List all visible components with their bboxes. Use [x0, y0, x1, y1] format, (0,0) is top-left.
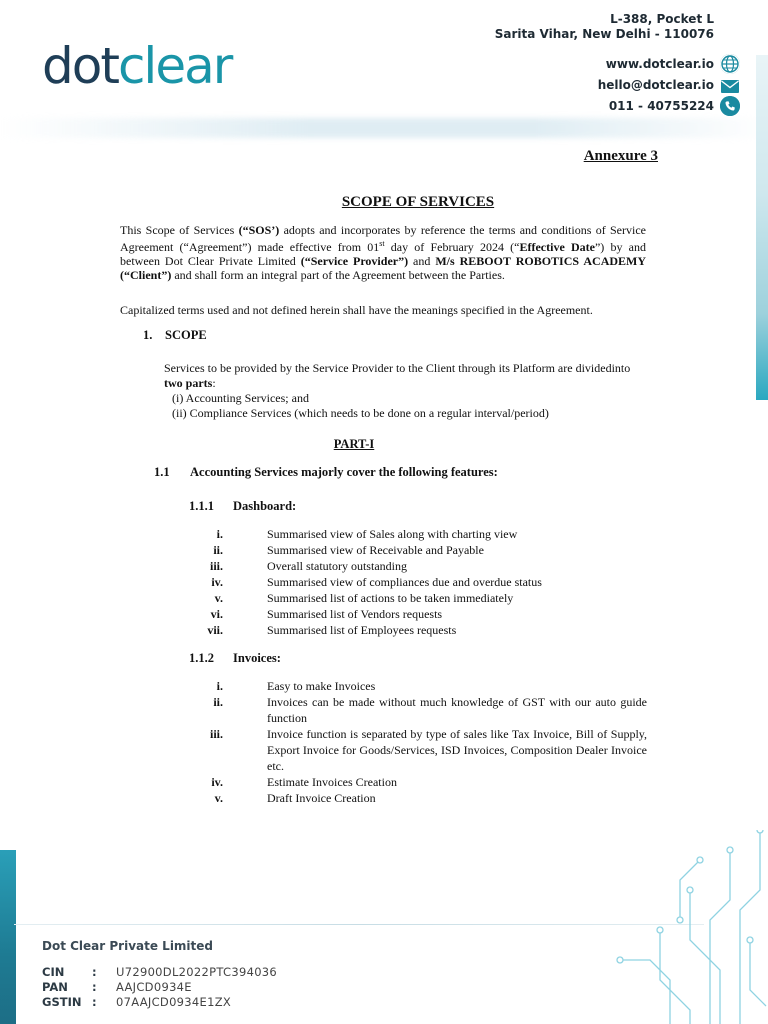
subsection-1-1-heading: 1.1 Accounting Services majorly cover the following features:	[154, 465, 498, 479]
registration-sep: :	[92, 995, 97, 1009]
mail-icon	[720, 76, 740, 96]
part-i-item: (i) Accounting Services; and	[172, 391, 309, 405]
header-divider-shade	[0, 118, 768, 138]
circuit-decoration	[560, 830, 768, 1024]
registration-key: CIN	[42, 965, 65, 979]
list-item-text: Invoice function is separated by type of sales like Tax Invoice, Bill of Supply, Export Invoice for Goods/Services, ISD Invoices, Composition Dealer Invoice etc.	[267, 727, 647, 773]
contact-block	[598, 56, 714, 119]
registration-key: PAN	[42, 980, 68, 994]
list-item-number: vii.	[207, 623, 223, 637]
right-side-accent	[756, 55, 768, 400]
invoices-list	[195, 678, 647, 806]
list-item-text: Summarised list of actions to be taken immediately	[267, 591, 514, 605]
list-item-text: Summarised view of Receivable and Payable	[267, 543, 484, 557]
address-line-2: Sarita Vihar, New Delhi - 110076	[494, 27, 714, 41]
dashboard-list	[195, 526, 647, 638]
email-link[interactable]: hello@dotclear.io	[597, 78, 714, 92]
list-item	[195, 694, 647, 726]
list-item-number: iii.	[209, 559, 223, 573]
list-item-text: Summarised view of Sales along with charting view	[267, 527, 518, 541]
registration-row	[42, 965, 277, 980]
list-item-number: ii.	[213, 543, 223, 557]
footer-company-name: Dot Clear Private Limited	[42, 939, 214, 953]
list-item-number: vi.	[210, 607, 223, 621]
list-item-text: Overall statutory outstanding	[267, 559, 407, 573]
registration-value: AAJCD0934E	[116, 980, 192, 994]
address-line-1: L-388, Pocket L	[610, 12, 714, 26]
intro-paragraph: This Scope of Services (“SOS’) adopts and incorporates by reference the terms and conditions of Service Agreement (“Agreement”) made effective from 01st day of February 2024 (“Effective Date”) by and between Dot Clear Private Limited (“Service Provider”) and M/s REBOOT ROBOTICS ACADEMY (“Client”) and shall form an integral part of the Agreement between the Parties.	[120, 223, 647, 282]
list-item	[195, 606, 647, 622]
list-item-text: Easy to make Invoices	[267, 679, 376, 693]
list-item-number: iv.	[211, 575, 223, 589]
list-item	[195, 622, 647, 638]
list-item	[195, 526, 647, 542]
list-item-text: Summarised view of compliances due and overdue status	[267, 575, 542, 589]
list-item-number: v.	[214, 591, 223, 605]
list-item	[195, 678, 647, 694]
globe-icon	[720, 54, 740, 74]
invoices-heading: 1.1.2 Invoices:	[189, 651, 281, 665]
list-item-number: iv.	[211, 775, 223, 789]
part-ii-item: (ii) Compliance Services (which needs to be done on a regular interval/period)	[172, 406, 549, 420]
website-link[interactable]: www.dotclear.io	[605, 57, 714, 71]
list-item	[195, 574, 647, 590]
list-item	[195, 558, 647, 574]
list-item-number: i.	[216, 527, 223, 541]
logo-text-clear: clear	[117, 37, 232, 95]
registration-row	[42, 995, 277, 1010]
phone-icon	[720, 96, 740, 116]
dotclear-logo[interactable]	[42, 36, 231, 96]
list-item-number: iii.	[209, 727, 223, 741]
capitalized-terms-note: Capitalized terms used and not defined herein shall have the meanings specified in the Agreement.	[120, 303, 593, 317]
registration-key: GSTIN	[42, 995, 82, 1009]
list-item	[195, 542, 647, 558]
registration-value: 07AAJCD0934E1ZX	[116, 995, 232, 1009]
list-item-number: v.	[214, 791, 223, 805]
annexure-label: Annexure 3	[583, 148, 658, 164]
dashboard-heading: 1.1.1 Dashboard:	[189, 499, 297, 513]
list-item-number: i.	[216, 679, 223, 693]
registration-sep: :	[92, 965, 97, 979]
part-i-heading: PART-I	[333, 437, 375, 451]
list-item-text: Draft Invoice Creation	[267, 791, 376, 805]
page-title: SCOPE OF SERVICES	[341, 194, 495, 210]
registration-sep: :	[92, 980, 97, 994]
registration-row	[42, 980, 277, 995]
list-item-text: Summarised list of Vendors requests	[267, 607, 443, 621]
list-item	[195, 726, 647, 774]
registration-value: U72900DL2022PTC394036	[116, 965, 278, 979]
phone-number[interactable]: 011 - 40755224	[608, 99, 714, 113]
list-item-text: Estimate Invoices Creation	[267, 775, 397, 789]
section-1-number: 1.	[143, 328, 153, 342]
left-side-accent	[0, 850, 16, 1024]
list-item	[195, 774, 647, 790]
list-item	[195, 590, 647, 606]
registration-details	[42, 965, 277, 1010]
company-address	[495, 12, 714, 42]
list-item-text: Summarised list of Employees requests	[267, 623, 457, 637]
section-1-title: SCOPE	[165, 328, 207, 342]
list-item-text: Invoices can be made without much knowledge of GST with our auto guide function	[267, 695, 647, 725]
list-item	[195, 790, 647, 806]
list-item-number: ii.	[213, 695, 223, 709]
services-description: Services to be provided by the Service Provider to the Client through its Platform are dividedinto two parts: (i) Accounting Services; and (ii) Compliance Services (which needs to be done on a regular interval/period)	[164, 361, 644, 421]
logo-text-dot: dot	[42, 37, 118, 95]
section-1-heading	[143, 328, 207, 343]
